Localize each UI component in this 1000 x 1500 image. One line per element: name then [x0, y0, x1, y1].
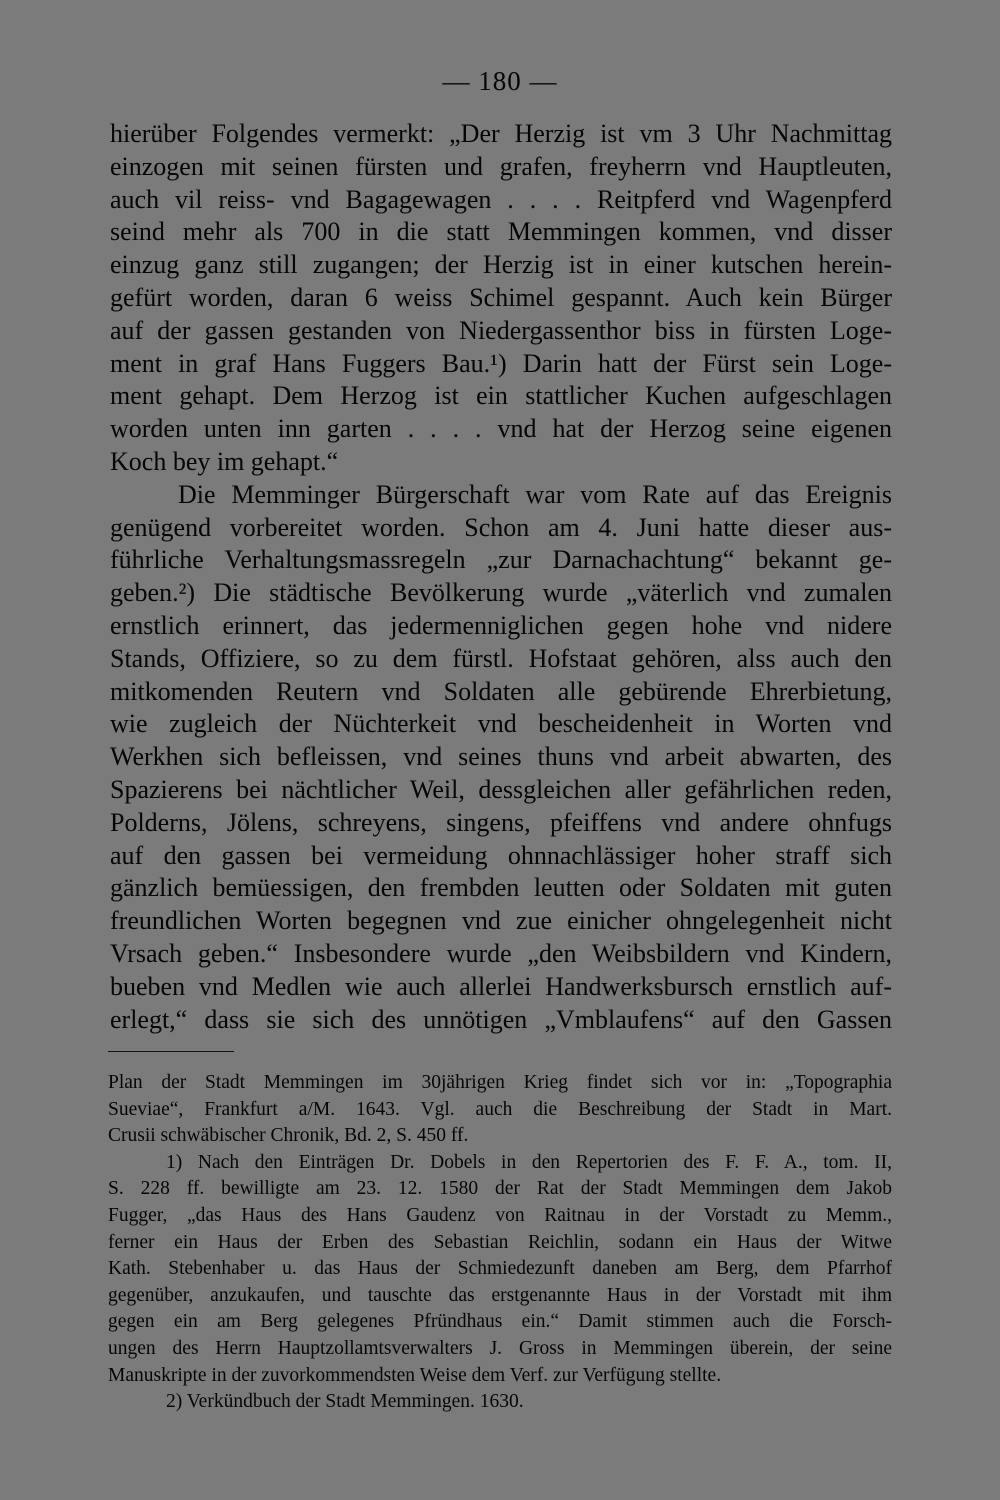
- body-line: erlegt,“ dass sie sich des unnötigen „Vmblaufens“ auf den Gassen: [110, 1004, 892, 1034]
- body-line: worden unten inn garten . . . . vnd hat der Herzog seine eigenen: [110, 414, 892, 444]
- body-line: ernstlich erinnert, das jedermenniglichen gegen hohe vnd nidere: [110, 610, 892, 640]
- footnote-line: Crusii schwäbischer Chronik, Bd. 2, S. 450 ff.: [108, 1125, 469, 1147]
- footnote-separator: [108, 1051, 234, 1052]
- footnote-line: Fugger, „das Haus des Hans Gaudenz von Raitnau in der Vorstadt zu Memm.,: [108, 1204, 892, 1226]
- footnote-line: gegen ein am Berg gelegenes Pfründhaus ein.“ Damit stimmen auch die Forsch-: [108, 1311, 892, 1333]
- footnote-1-start: 1) Nach den Einträgen Dr. Dobels in den Repertorien des F. F. A., tom. II,: [166, 1151, 892, 1173]
- body-line: Vrsach geben.“ Insbesondere wurde „den Weibsbildern vnd Kindern,: [110, 938, 892, 968]
- body-line: auch vil reiss- vnd Bagagewagen . . . . Reitpferd vnd Wagenpferd: [110, 184, 892, 214]
- footnote-line: ungen des Herrn Hauptzollamtsverwalters J. Gross in Memmingen überein, der seine: [108, 1337, 892, 1359]
- footnote-2: 2) Verkündbuch der Stadt Memmingen. 1630.: [166, 1391, 524, 1413]
- footnote-line: Plan der Stadt Memmingen im 30jährigen Krieg findet sich vor in: „Topographia: [108, 1072, 892, 1093]
- body-line: hierüber Folgendes vermerkt: „Der Herzig ist vm 3 Uhr Nachmittag: [110, 119, 892, 148]
- body-line: gänzlich bemüessigen, den frembden leutten oder Soldaten mit guten: [110, 873, 892, 903]
- body-line: einzug ganz still zugangen; der Herzig ist in einer kutschen herein-: [110, 250, 892, 280]
- footnote-line: ferner ein Haus der Erben des Sebastian Reichlin, sodann ein Haus der Witwe: [108, 1231, 892, 1253]
- body-line: Spazierens bei nächtlicher Weil, dessgleichen aller gefährlichen reden,: [110, 774, 892, 804]
- body-line: geben.²) Die städtische Bevölkerung wurde „väterlich vnd zumalen: [110, 578, 892, 608]
- body-line: einzogen mit seinen fürsten und grafen, freyherrn vnd Hauptleuten,: [110, 151, 892, 181]
- body-line: gefürt worden, daran 6 weiss Schimel gespannt. Auch kein Bürger: [110, 282, 892, 312]
- body-line: Werkhen sich befleissen, vnd seines thuns vnd arbeit abwarten, des: [110, 742, 892, 772]
- footnote-line: Sueviae“, Frankfurt a/M. 1643. Vgl. auch die Beschreibung der Stadt in Mart.: [108, 1098, 892, 1120]
- body-line: mitkomenden Reutern vnd Soldaten alle gebürende Ehrerbietung,: [110, 676, 892, 706]
- body-line: auf den gassen bei vermeidung ohnnachlässiger hoher straff sich: [110, 840, 892, 870]
- body-line: genügend vorbereitet worden. Schon am 4. Juni hatte dieser aus-: [110, 512, 892, 542]
- body-line: auf der gassen gestanden von Niedergassenthor biss in fürsten Loge-: [110, 315, 892, 345]
- body-line: bueben vnd Medlen wie auch allerlei Handwerksbursch ernstlich auf-: [110, 971, 892, 1001]
- body-line: Stands, Offiziere, so zu dem fürstl. Hofstaat gehören, alss auch den: [110, 643, 892, 673]
- body-line: Koch bey im gehapt.“: [110, 446, 339, 476]
- body-line: freundlichen Worten begegnen vnd zue einicher ohngelegenheit nicht: [110, 906, 892, 936]
- footnotes: [108, 1070, 892, 1416]
- paragraph-start-line: Die Memminger Bürgerschaft war vom Rate auf das Ereignis: [178, 479, 892, 509]
- footnote-line: Manuskripte in der zuvorkommendsten Weise dem Verf. zur Verfügung stellte.: [108, 1364, 722, 1386]
- footnote-line: gegenüber, anzukaufen, und tauschte das erstgenannte Haus in der Vorstadt mit ihm: [108, 1284, 892, 1306]
- footnote-line: Kath. Stebenhaber u. das Haus der Schmiedezunft daneben am Berg, dem Pfarrhof: [108, 1258, 892, 1280]
- page-number: — 180 —: [442, 66, 558, 96]
- body-line: seind mehr als 700 in die statt Memmingen kommen, vnd disser: [110, 217, 892, 247]
- body-line: Polderns, Jölens, schreyens, singens, pfeiffens vnd andere ohnfugs: [110, 807, 892, 837]
- footnote-line: S. 228 ff. bewilligte am 23. 12. 1580 der Rat der Stadt Memmingen dem Jakob: [108, 1178, 892, 1200]
- body-line: ment in graf Hans Fuggers Bau.¹) Darin hatt der Fürst sein Loge-: [110, 348, 892, 378]
- body-line: wie zugleich der Nüchterkeit vnd bescheidenheit in Worten vnd: [110, 709, 892, 739]
- body-line: ment gehapt. Dem Herzog ist ein stattlicher Kuchen aufgeschlagen: [110, 381, 892, 411]
- body-text: [110, 118, 892, 1036]
- body-line: führliche Verhaltungsmassregeln „zur Darnachachtung“ bekannt ge-: [110, 545, 892, 575]
